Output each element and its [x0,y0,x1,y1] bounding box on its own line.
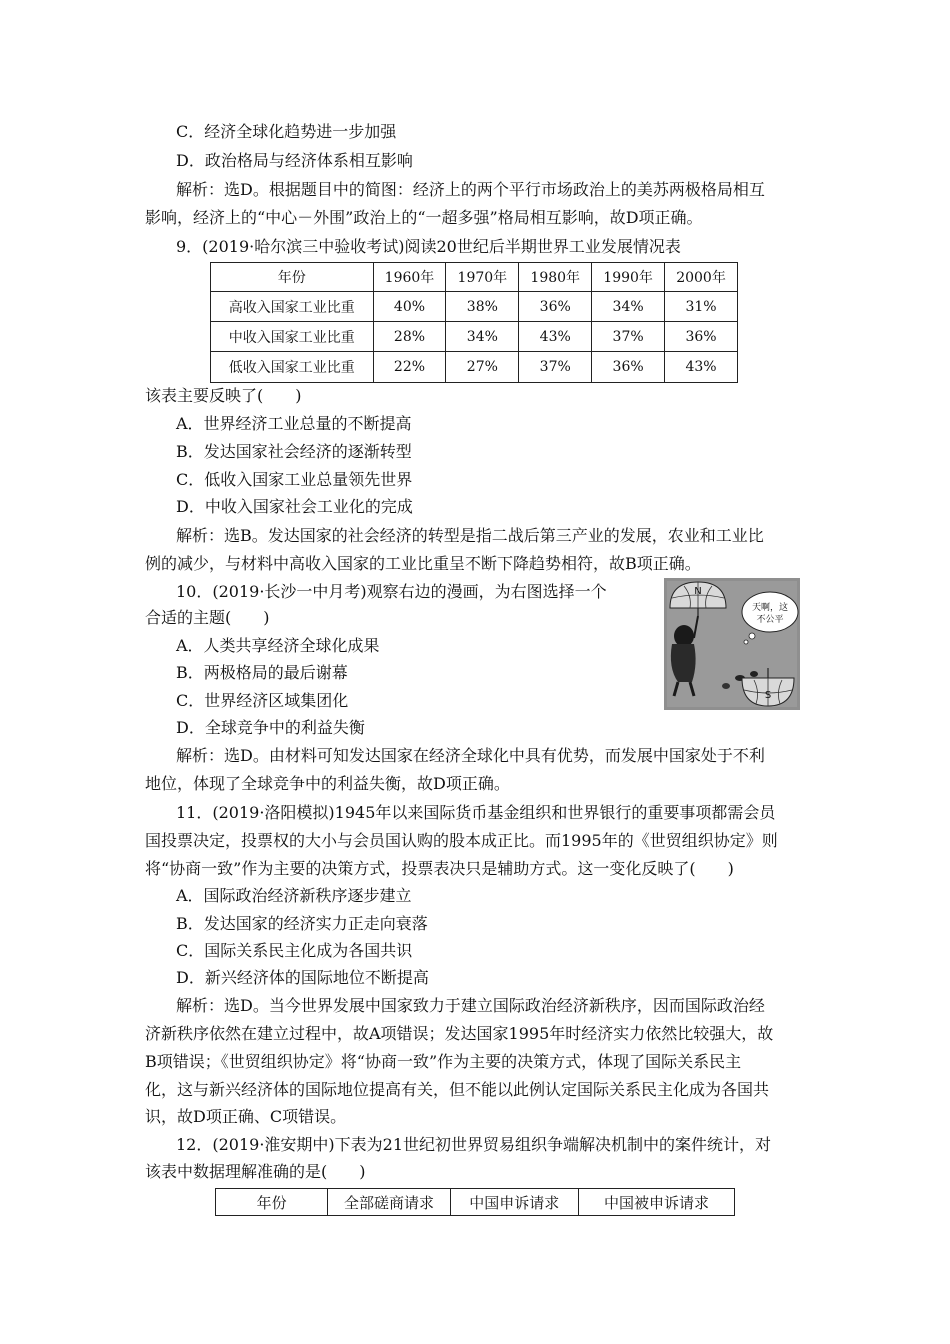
q11-analysis-line-3: B项错误；《世贸组织协定》将“协商一致”作为主要的决策方式，体现了国际关系民主 [145,1052,742,1071]
table-header-row [211,263,738,292]
bubble-line-1: 天啊，这 [751,603,789,613]
q8-option-c: C．经济全球化趋势进一步加强 [176,122,397,141]
globe-label-s: S [764,690,772,701]
q9-analysis-line-2: 例的减少，与材料中高收入国家的工业比重呈不断下降趋势相符，故B项正确。 [145,554,701,573]
table-cell: 全部磋商请求 [328,1189,450,1216]
table-cell: 31% [665,292,738,322]
q10-option-a: A．人类共享经济全球化成果 [176,636,380,655]
q11-analysis-line-2: 济新秩序依然在建立过程中，故A项错误；发达国家1995年时经济实力依然比较强大，故 [145,1024,774,1043]
table-cell: 2000年 [665,263,738,292]
table-cell: 27% [446,352,519,383]
q9-option-d: D．中收入国家社会工业化的完成 [176,497,413,516]
q10-option-c: C．世界经济区域集团化 [176,691,349,710]
table-cell: 中收入国家工业比重 [211,322,374,352]
q12-table [215,1188,735,1216]
q8-analysis-line-2: 影响，经济上的“中心－外围”政治上的“一超多强”格局相互影响，故D项正确。 [145,208,703,227]
table-cell: 1980年 [519,263,592,292]
table-cell: 年份 [216,1189,328,1216]
q11-stem-line-1: 11．(2019·洛阳模拟)1945年以来国际货币基金组织和世界银行的重要事项都需会员 [176,803,776,822]
q11-option-b: B．发达国家的经济实力正走向衰落 [176,914,428,933]
globalization-cartoon [664,578,800,710]
q11-analysis-line-1: 解析：选D。当今世界发展中国家致力于建立国际政治经济新秩序，因而国际政治经 [176,996,765,1015]
table-cell: 低收入国家工业比重 [211,352,374,383]
q11-stem-line-3: 将“协商一致”作为主要的决策方式，投票表决只是辅助方式。这一变化反映了( ) [145,859,734,878]
q10-stem-line-2: 合适的主题( ) [145,608,270,627]
q10-stem-line-1: 10．(2019·长沙一中月考)观察右边的漫画，为右图选择一个 [176,582,607,601]
table-cell: 28% [373,322,446,352]
q12-stem-line-2: 该表中数据理解准确的是( ) [145,1162,366,1181]
globe-label-n: N [694,586,702,597]
table-cell: 40% [373,292,446,322]
q10-option-d: D．全球竞争中的利益失衡 [176,718,365,737]
q11-stem-line-2: 国投票决定，投票权的大小与会员国认购的股本成正比。而1995年的《世贸组织协定》则 [145,831,778,850]
q11-analysis-line-5: 识，故D项正确、C项错误。 [145,1107,347,1126]
table-cell: 中国申诉请求 [450,1189,578,1216]
bubble-line-2: 不公平 [756,615,784,625]
q11-option-d: D．新兴经济体的国际地位不断提高 [176,968,429,987]
q11-option-c: C．国际关系民主化成为各国共识 [176,941,413,960]
table-cell: 37% [592,322,665,352]
table-cell: 22% [373,352,446,383]
q9-table [210,262,738,383]
q9-question: 该表主要反映了( ) [145,386,302,405]
table-cell: 36% [519,292,592,322]
table-row [211,322,738,352]
table-cell: 36% [592,352,665,383]
table-row [211,292,738,322]
table-row [211,352,738,383]
table-cell: 1970年 [446,263,519,292]
q9-option-a: A．世界经济工业总量的不断提高 [176,414,412,433]
table-cell: 36% [665,322,738,352]
table-cell: 34% [446,322,519,352]
q9-stem: 9．(2019·哈尔滨三中验收考试)阅读20世纪后半期世界工业发展情况表 [176,237,681,256]
q9-analysis-line-1: 解析：选B。发达国家的社会经济的转型是指二战后第三产业的发展，农业和工业比 [176,526,764,545]
q10-analysis-line-2: 地位，体现了全球竞争中的利益失衡，故D项正确。 [145,774,510,793]
table-cell: 34% [592,292,665,322]
table-cell: 1960年 [373,263,446,292]
q8-option-d: D．政治格局与经济体系相互影响 [176,151,413,170]
q11-analysis-line-4: 化，这与新兴经济体的国际地位提高有关，但不能以此例认定国际关系民主化成为各国共 [145,1080,770,1099]
table-cell: 中国被申诉请求 [578,1189,734,1216]
q8-analysis-line-1: 解析：选D。根据题目中的简图：经济上的两个平行市场政治上的美苏两极格局相互 [176,180,765,199]
q9-option-b: B．发达国家社会经济的逐渐转型 [176,442,412,461]
table-cell: 年份 [211,263,374,292]
q9-option-c: C．低收入国家工业总量领先世界 [176,470,413,489]
table-header-row [216,1189,735,1216]
q10-analysis-line-1: 解析：选D。由材料可知发达国家在经济全球化中具有优势，而发展中国家处于不利 [176,746,765,765]
q10-option-b: B．两极格局的最后谢幕 [176,663,348,682]
table-cell: 38% [446,292,519,322]
q11-option-a: A．国际政治经济新秩序逐步建立 [176,886,412,905]
table-cell: 37% [519,352,592,383]
table-cell: 43% [665,352,738,383]
table-cell: 43% [519,322,592,352]
q12-stem-line-1: 12．(2019·淮安期中)下表为21世纪初世界贸易组织争端解决机制中的案件统计，对 [176,1135,772,1154]
table-cell: 1990年 [592,263,665,292]
table-cell: 高收入国家工业比重 [211,292,374,322]
